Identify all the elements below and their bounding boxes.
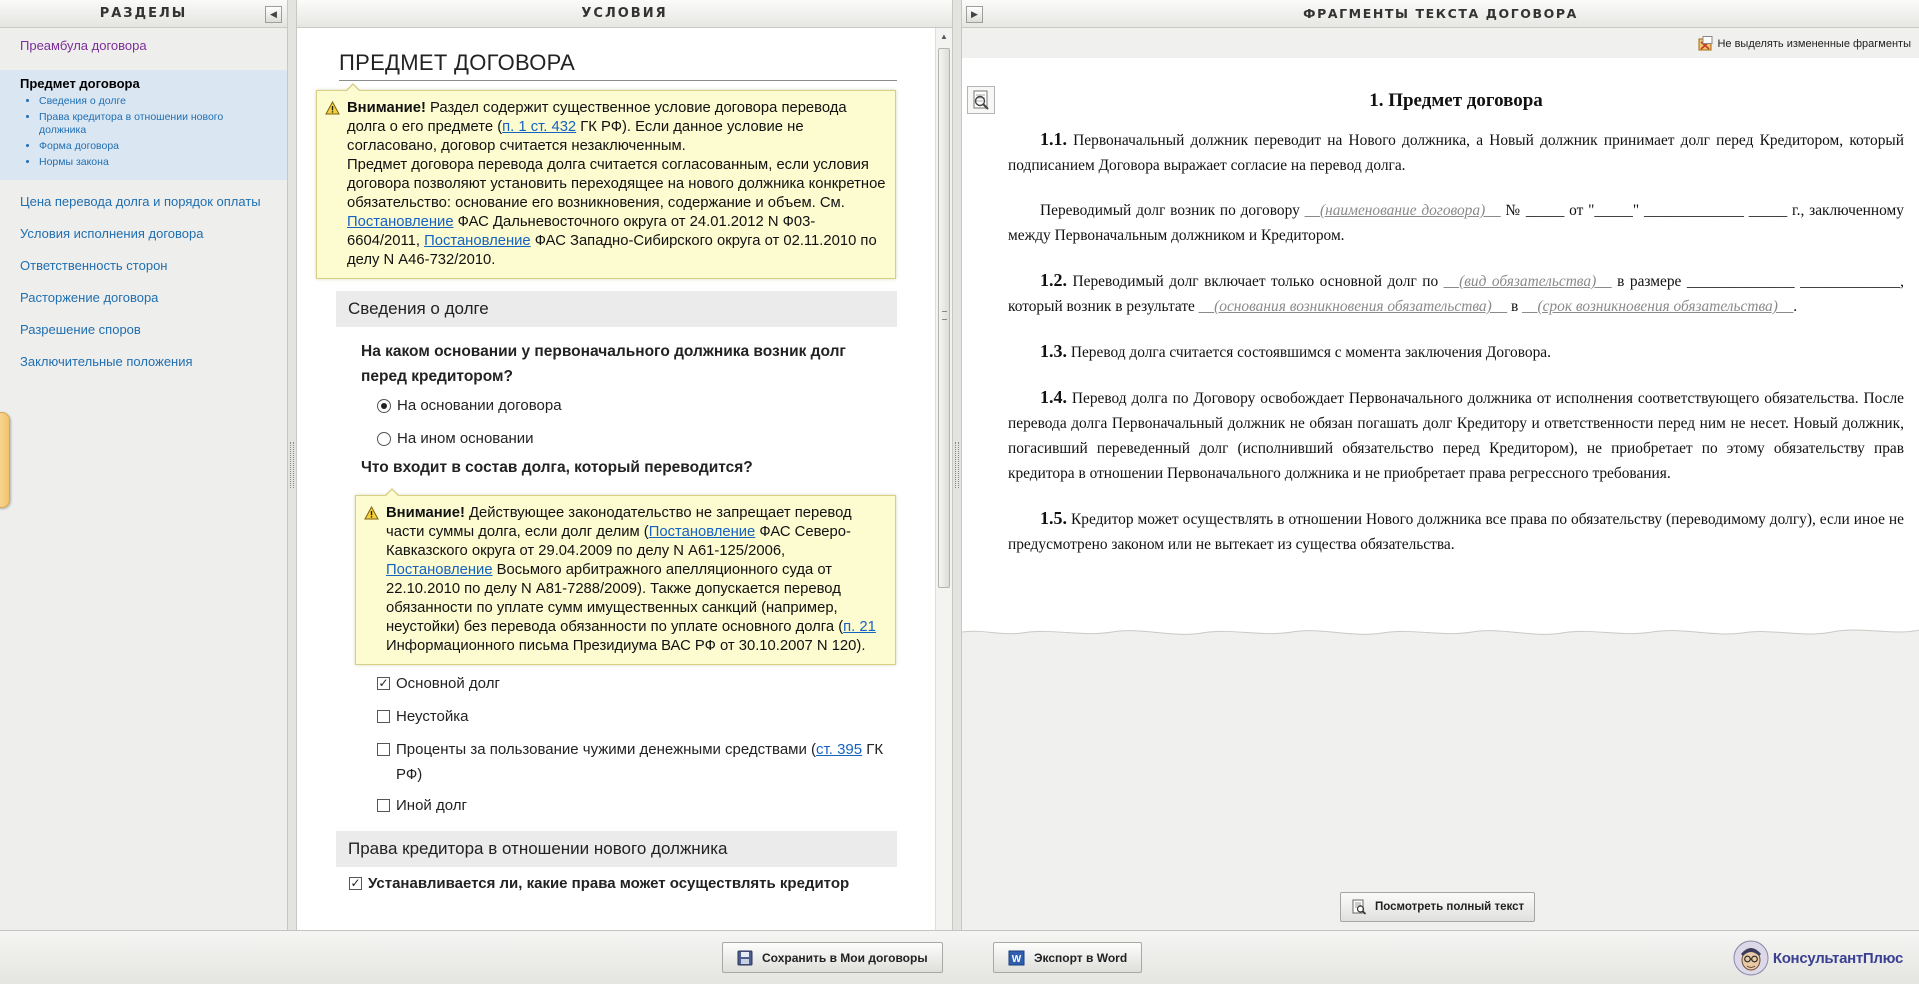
warning-icon <box>325 101 340 115</box>
radio-option[interactable] <box>377 393 895 418</box>
ruling-link[interactable]: Постановление <box>347 214 454 230</box>
contract-text-header <box>962 0 1919 28</box>
radio-option[interactable] <box>377 426 895 451</box>
highlight-toggle[interactable] <box>1698 36 1911 51</box>
law-link[interactable]: ст. 395 <box>816 741 863 758</box>
checkbox-label: Иной долг <box>396 797 467 814</box>
checkbox-label: Основной долг <box>396 675 500 692</box>
right-splitter[interactable] <box>953 0 961 930</box>
clause-text: Кредитор может осуществлять в отношении Нового должника все права по обязательству (переводимому долгу), если иное не предусмотрено законом или не вытекает из существа обязательства. <box>1008 511 1904 553</box>
ruling-link[interactable]: Постановление <box>424 233 531 249</box>
warning-box <box>316 90 896 279</box>
checkbox[interactable] <box>377 799 390 812</box>
view-full-text-button[interactable] <box>1340 892 1535 922</box>
contract-document <box>962 58 1919 630</box>
clause-1-4 <box>1008 385 1904 486</box>
nav-subitem[interactable]: • Права кредитора в отношении нового должника <box>39 111 267 137</box>
question-text: На каком основании у первоначального должника возник долг перед кредитором? <box>361 343 846 385</box>
view-document-icon[interactable] <box>967 86 995 114</box>
checkbox-option[interactable] <box>377 671 895 696</box>
radio-label: На основании договора <box>397 397 562 414</box>
clause-text: Переводимый долг возник по договору <box>1040 202 1305 219</box>
nav-subitems <box>20 95 267 169</box>
clause-text: Перевод долга считается состоявшимся с момента заключения Договора. <box>1067 344 1551 361</box>
warning-text: Информационного письма Президиума ВАС РФ от 30.10.2007 N 120). <box>386 638 866 654</box>
scroll-thumb[interactable] <box>938 48 950 588</box>
clause-text: № _____ от "_____" _____________ _____ г., заключенному между Первоначальным должником и Кредитором. <box>1008 202 1904 244</box>
warning-text: ГК РФ). Если данное условие не согласовано, договор считается незаключенным. <box>347 119 804 154</box>
svg-text:W: W <box>1011 953 1022 965</box>
nav-active-title[interactable]: Предмет договора <box>20 76 140 91</box>
fill-field[interactable]: __(основания возникновения обязательства)__ <box>1198 298 1508 315</box>
warning-box <box>355 495 896 665</box>
checkbox-label-text: Проценты за пользование чужими денежными средствами ( <box>396 741 817 758</box>
checkbox-label-text: ГК РФ) <box>396 741 884 783</box>
scroll-up-icon[interactable]: ▲ <box>940 32 948 41</box>
highlight-toggle-label: Не выделять измененные фрагменты <box>1717 37 1911 50</box>
expand-right-button[interactable]: ▶ <box>966 6 983 23</box>
fill-field[interactable]: __(наименование договора)__ <box>1304 202 1501 219</box>
clause-number: 1.1. <box>1040 129 1067 149</box>
clause-text: Перевод долга по Договору освобождает Первоначального должника от исполнения соответствующего обязательства. После перевода долга Первоначальный должник не обязан погашать долг Кредитору и ответственности перед ним не несет. Новый должник, погасивший переведенный долг (исполнивший обязательство перед Кредитором), не приобретает по этому обязательству прав кредитора в отношении Первоначального должника и не приобретает права регрессного требования. <box>1008 390 1904 482</box>
brand-name: КонсультантПлюс <box>1772 949 1903 967</box>
clause-number: 1.3. <box>1040 341 1067 361</box>
warning-bold: Внимание! <box>386 505 465 521</box>
checkbox[interactable] <box>377 743 390 756</box>
question-text: Устанавливается ли, какие права может осуществлять кредитор <box>368 875 850 892</box>
conditions-panel <box>296 0 953 930</box>
brand-logo <box>1733 940 1903 976</box>
contract-text-panel <box>961 0 1919 930</box>
nav-item[interactable]: Разрешение споров <box>20 322 141 337</box>
checkbox-option[interactable] <box>349 871 895 896</box>
conditions-header <box>297 0 952 28</box>
warning-text: Раздел содержит существенное условие договора перевода долга о его предмете ( <box>347 100 847 135</box>
radio-label: На ином основании <box>397 430 534 447</box>
sections-nav <box>0 28 287 372</box>
ruling-link[interactable]: Постановление <box>386 562 493 578</box>
splitter-grip[interactable] <box>290 442 294 488</box>
warning-bold: Внимание! <box>347 100 426 116</box>
clause-1-2 <box>1008 268 1904 319</box>
warning-text: Восьмого арбитражного апелляционного суда от 22.10.2010 по делу N А81-7288/2009). Также допускается перевод обязанности по уплате сумм имущественных санкций (например, неустойки) без перевода обязанности по уплате основного долга ( <box>386 562 844 635</box>
clause-text: Переводимый долг включает только основной долг по <box>1067 273 1444 290</box>
warning-icon <box>364 506 379 520</box>
clause-text: . <box>1793 298 1798 315</box>
warning-text: Предмет договора перевода долга считается согласованным, если условия договора позволяют установить переходящее на нового должника конкретное обязательство: основание его возникновения, содержание и объем. См. <box>347 157 886 211</box>
save-disk-icon <box>737 950 753 966</box>
vertical-scrollbar[interactable] <box>935 28 952 930</box>
warning-text: Действующее законодательство не запрещает перевод части суммы долга, если долг делим ( <box>386 505 852 540</box>
radio-button[interactable] <box>377 399 391 413</box>
bottom-toolbar <box>0 930 1919 984</box>
clause-text: в размере ______________ _____________, который возник в результате <box>1008 273 1904 315</box>
nav-subitem[interactable]: • Сведения о долге <box>39 95 267 108</box>
clause-1-5 <box>1008 506 1904 557</box>
save-to-my-contracts-button[interactable] <box>722 942 943 973</box>
nav-item-preamble[interactable]: Преамбула договора <box>20 38 147 53</box>
clause-1-1 <box>1008 127 1904 178</box>
subsection-heading: Сведения о долге <box>336 291 897 327</box>
document-heading: 1. Предмет договора <box>1369 90 1543 111</box>
checkbox[interactable] <box>377 710 390 723</box>
nav-item[interactable]: Заключительные положения <box>20 354 193 369</box>
checkbox-option[interactable] <box>377 704 895 729</box>
nav-item[interactable]: Ответственность сторон <box>20 258 168 273</box>
left-splitter[interactable] <box>288 0 296 930</box>
checkbox-option[interactable] <box>377 737 895 787</box>
document-search-icon <box>1351 899 1367 915</box>
save-button-label: Сохранить в Мои договоры <box>762 950 928 965</box>
contract-text-title: ФРАГМЕНТЫ ТЕКСТА ДОГОВОРА <box>1303 6 1578 21</box>
law-link[interactable]: п. 21 <box>843 619 876 635</box>
magnifier-document-icon <box>968 87 994 113</box>
conditions-content <box>297 28 935 930</box>
clause-number: 1.4. <box>1040 387 1067 407</box>
checkbox-option[interactable] <box>377 793 895 818</box>
clause-text: в <box>1507 298 1523 315</box>
splitter-grip[interactable] <box>955 442 959 488</box>
word-icon <box>1008 950 1025 966</box>
checkbox[interactable]: ✓ <box>378 676 389 690</box>
torn-paper-edge <box>962 620 1919 642</box>
view-full-text-label: Посмотреть полный текст <box>1375 901 1525 913</box>
ruling-link[interactable]: Постановление <box>648 524 756 540</box>
warning-text: ФАС Дальневосточного округа от 24.01.2012 N Ф03-6604/2011, <box>347 214 816 249</box>
warning-text: ФАС Западно-Сибирского округа от 02.11.2010 по делу N А46-732/2010. <box>347 233 877 268</box>
collapse-left-button[interactable]: ◀ <box>265 6 282 23</box>
clause-number: 1.2. <box>1040 270 1067 290</box>
fill-field[interactable]: __(вид обязательства)__ <box>1443 273 1612 290</box>
brand-mascot-icon <box>1733 940 1769 976</box>
conditions-title: УСЛОВИЯ <box>581 6 668 21</box>
radio-button[interactable] <box>377 432 391 446</box>
warning-text: ФАС Северо-Кавказского округа от 29.04.2009 по делу N А61-125/2006, <box>386 524 851 559</box>
sections-panel <box>0 0 288 930</box>
nav-item[interactable]: Расторжение договора <box>20 290 159 305</box>
side-pull-tab[interactable] <box>0 412 10 508</box>
checkbox-label <box>396 737 895 787</box>
export-button-label: Экспорт в Word <box>1034 950 1128 965</box>
nav-item-active <box>0 70 287 180</box>
clause-1-1-b <box>1008 198 1904 248</box>
clause-1-3 <box>1008 339 1904 365</box>
subsection-heading: Права кредитора в отношении нового должника <box>336 831 897 867</box>
export-to-word-button[interactable] <box>993 942 1142 973</box>
clause-number: 1.5. <box>1040 508 1067 528</box>
nav-item[interactable]: Цена перевода долга и порядок оплаты <box>20 194 261 209</box>
nav-subitem[interactable]: • Форма договора <box>39 140 267 153</box>
sections-title: РАЗДЕЛЫ <box>99 6 188 21</box>
checkbox-label: Неустойка <box>396 708 469 725</box>
highlight-icon <box>1698 36 1713 51</box>
checkbox[interactable]: ✓ <box>350 876 361 890</box>
fill-field[interactable]: __(срок возникновения обязательства)__ <box>1522 298 1794 315</box>
section-title: ПРЕДМЕТ ДОГОВОРА <box>339 50 897 81</box>
law-link[interactable]: п. 1 ст. 432 <box>502 119 577 135</box>
sections-header <box>0 0 287 28</box>
nav-item[interactable]: Условия исполнения договора <box>20 226 204 241</box>
nav-subitem[interactable]: • Нормы закона <box>39 156 267 169</box>
question-text: Что входит в состав долга, который переводится? <box>361 459 753 476</box>
clause-text: Первоначальный должник переводит на Нового должника, а Новый должник принимает долг перед Кредитором, который подписанием Договора выражает согласие на перевод долга. <box>1008 132 1904 174</box>
